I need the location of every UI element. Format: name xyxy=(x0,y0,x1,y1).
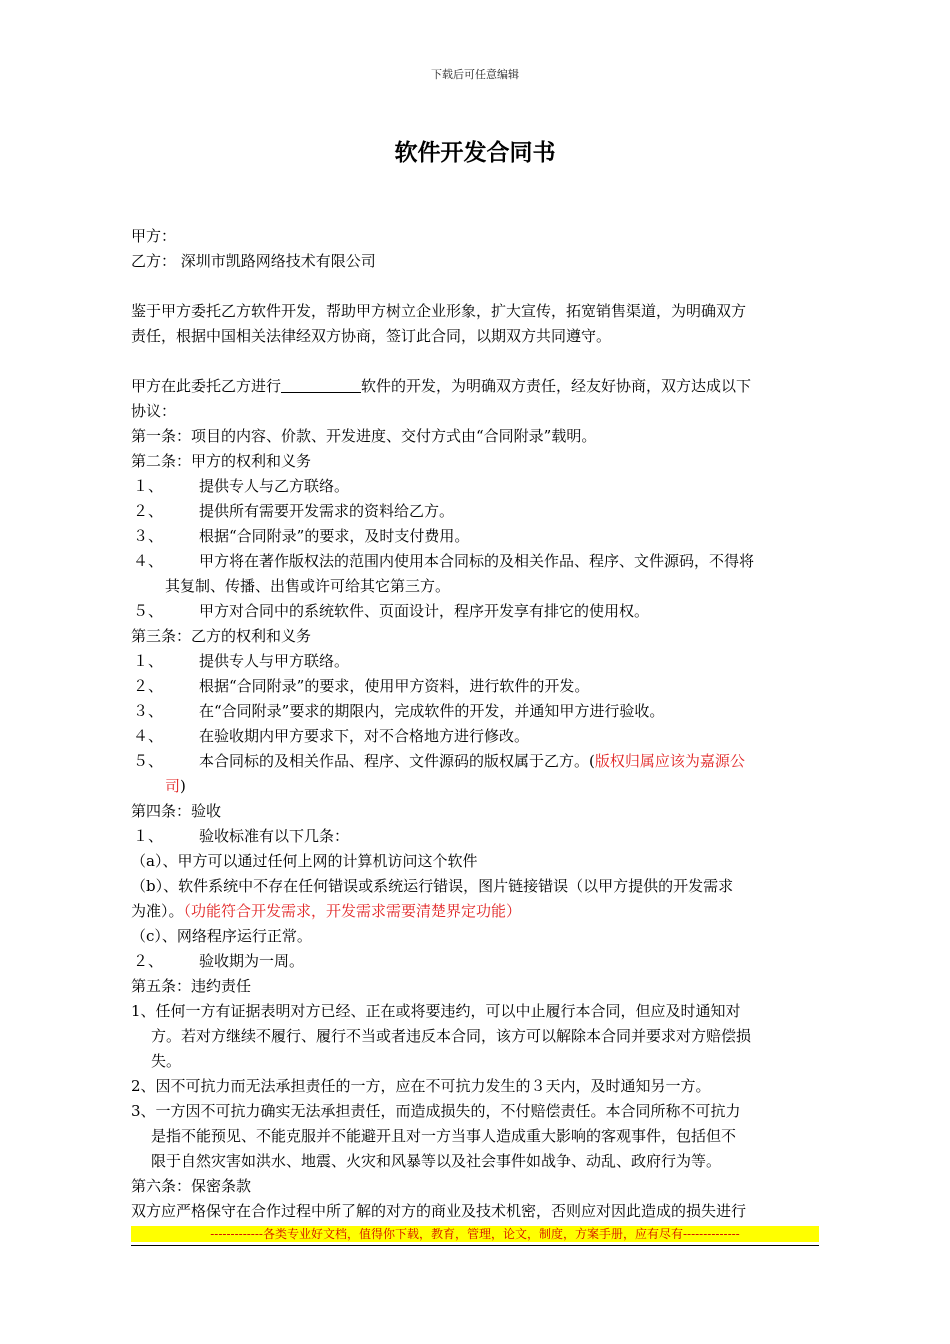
article-4-b-line-2: 为准）。（功能符合开发需求，开发需求需要清楚界定功能） xyxy=(131,902,522,920)
footer-banner: -------------各类专业好文档，值得你下载，教育，管理，论文，制度，方案手册，应有尽有-------------- xyxy=(131,1226,819,1242)
article-3-item-4: ４、 在验收期内甲方要求下，对不合格地方进行修改。 xyxy=(133,727,530,745)
article-2-item-1: １、 提供专人与乙方联络。 xyxy=(133,477,350,495)
article-5-p3-line-2: 是指不能预见、不能克服并不能避开且对一方当事人造成重大影响的客观事件，包括但不 xyxy=(151,1127,737,1145)
entrust-line-2: 协议： xyxy=(131,402,177,420)
article-5-heading: 第五条：违约责任 xyxy=(131,977,252,995)
intro-line-1: 鉴于甲方委托乙方软件开发，帮助甲方树立企业形象，扩大宣传，拓宽销售渠道，为明确双方 xyxy=(131,302,747,320)
intro-line-2: 责任，根据中国相关法律经双方协商，签订此合同，以期双方共同遵守。 xyxy=(131,327,612,345)
article-3-item-5-cont: 司) xyxy=(165,777,186,795)
article-2-item-2: ２、 提供所有需要开发需求的资料给乙方。 xyxy=(133,502,455,520)
article-5-p1-line-2: 方。若对方继续不履行、履行不当或者违反本合同，该方可以解除本合同并要求对方赔偿损 xyxy=(151,1027,752,1045)
article-2-item-4: ４、 甲方将在著作版权法的范围内使用本合同标的及相关作品、程序、文件源码，不得将 xyxy=(133,552,755,570)
article-5-p3-line-3: 限于自然灾害如洪水、地震、火灾和风暴等以及社会事件如战争、动乱、政府行为等。 xyxy=(151,1152,722,1170)
article-4-b-line-1: （b）、软件系统中不存在任何错误或系统运行错误，图片链接错误（以甲方提供的开发需求 xyxy=(131,877,734,895)
article-4-a: （a）、甲方可以通过任何上网的计算机访问这个软件 xyxy=(131,852,478,870)
article-2-item-3: ３、 根据“合同附录”的要求，及时支付费用。 xyxy=(133,527,470,545)
acceptance-note: （功能符合开发需求，开发需求需要清楚界定功能） xyxy=(183,902,522,920)
article-2-item-4-cont: 其复制、传播、出售或许可给其它第三方。 xyxy=(165,577,451,595)
project-name-blank xyxy=(281,375,361,393)
article-3-item-1: １、 提供专人与甲方联络。 xyxy=(133,652,350,670)
article-6-heading: 第六条：保密条款 xyxy=(131,1177,252,1195)
entrust-line-1 xyxy=(131,374,821,399)
entrust-before: 甲方在此委托乙方进行 xyxy=(131,377,282,395)
article-5-p1-line-3: 失。 xyxy=(151,1052,182,1070)
article-3-item-2: ２、 根据“合同附录”的要求，使用甲方资料，进行软件的开发。 xyxy=(133,677,590,695)
article-4-item-1: １、 验收标准有以下几条： xyxy=(133,827,350,845)
article-6-p1: 双方应严格保守在合作过程中所了解的对方的商业及技术机密，否则应对因此造成的损失进行 xyxy=(131,1202,747,1220)
party-b: 乙方： 深圳市凯路网络技术有限公司 xyxy=(131,252,376,270)
article-4-heading: 第四条：验收 xyxy=(131,802,222,820)
document-title: 软件开发合同书 xyxy=(394,140,556,166)
article-5-p2: 2、因不可抗力而无法承担责任的一方，应在不可抗力发生的３天内，及时通知另一方。 xyxy=(131,1077,711,1095)
footer-rule xyxy=(131,1245,819,1246)
article-2-heading: 第二条：甲方的权利和义务 xyxy=(131,452,312,470)
article-3-item-3: ３、 在“合同附录”要求的期限内，完成软件的开发，并通知甲方进行验收。 xyxy=(133,702,665,720)
article-2-item-5: ５、 甲方对合同中的系统软件、页面设计，程序开发享有排它的使用权。 xyxy=(133,602,650,620)
article-4-item-2: ２、 验收期为一周。 xyxy=(133,952,305,970)
entrust-after: 软件的开发，为明确双方责任，经友好协商，双方达成以下 xyxy=(361,377,752,395)
page-header: 下载后可任意编辑 xyxy=(431,68,519,81)
article-3-item-5: ５、 本合同标的及相关作品、程序、文件源码的版权属于乙方。(版权归属应该为嘉源公 xyxy=(133,752,745,770)
document-body xyxy=(131,224,821,1224)
party-a: 甲方： xyxy=(131,227,177,245)
copyright-note: 版权归属应该为嘉源公 xyxy=(594,752,745,770)
article-1: 第一条：项目的内容、价款、开发进度、交付方式由“合同附录”载明。 xyxy=(131,427,597,445)
article-3-heading: 第三条：乙方的权利和义务 xyxy=(131,627,312,645)
article-5-p3-line-1: 3、一方因不可抗力确实无法承担责任，而造成损失的，不付赔偿责任。本合同所称不可抗力 xyxy=(131,1102,741,1120)
article-5-p1-line-1: 1、任何一方有证据表明对方已经、正在或将要违约，可以中止履行本合同，但应及时通知对 xyxy=(131,1002,741,1020)
article-4-c: （c）、网络程序运行正常。 xyxy=(131,927,312,945)
